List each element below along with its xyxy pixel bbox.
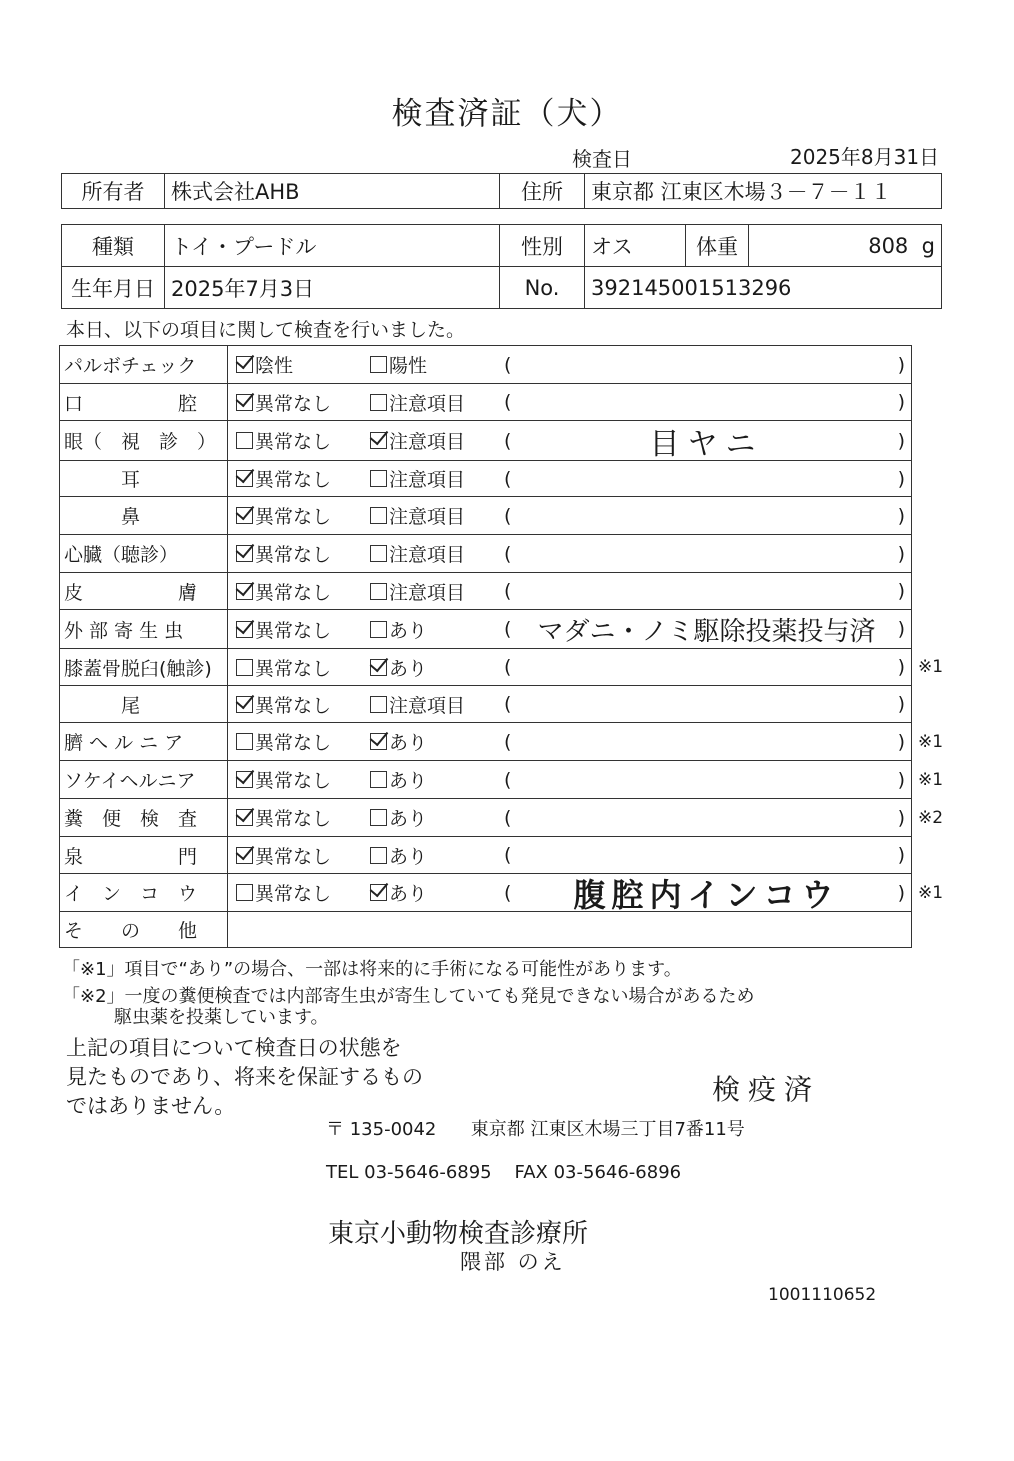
checkbox-option[interactable] — [236, 874, 331, 911]
checkbox-option[interactable] — [236, 535, 331, 572]
no-label: No. — [500, 267, 585, 309]
checkbox-option[interactable] — [370, 799, 427, 836]
checkbox-option[interactable] — [236, 421, 331, 460]
clinic-address: 東京都 江東区木場三丁目7番11号 — [470, 1119, 745, 1140]
inspection-row — [59, 799, 944, 837]
checkbox-label: 異常なし — [255, 732, 332, 754]
document-title: 検査済証（犬） — [391, 96, 623, 132]
checked-box-icon[interactable] — [236, 470, 253, 487]
weight-value: 808 — [868, 233, 909, 258]
disclaimer — [66, 1034, 423, 1121]
note-open-paren: ( — [504, 844, 512, 866]
checkbox-label: 陽性 — [389, 355, 428, 377]
note-open-paren: ( — [504, 391, 512, 413]
checkbox-label: 注意項目 — [389, 392, 466, 415]
empty-box-icon[interactable] — [236, 884, 253, 901]
note-open-paren: ( — [504, 730, 512, 753]
inspection-item-label: イ ン コ ウ — [60, 874, 228, 911]
note-open-paren: ( — [504, 693, 512, 715]
checkbox-option[interactable] — [236, 497, 331, 534]
checkbox-option[interactable] — [370, 346, 427, 383]
checkbox-option[interactable] — [236, 837, 331, 873]
checked-box-icon[interactable] — [370, 659, 387, 676]
checkbox-option[interactable] — [370, 686, 465, 722]
checkbox-label: 注意項目 — [389, 431, 466, 453]
footnote-1: 「※1」項目で“あり”の場合、一部は将来的に手術になる可能性があります。 — [62, 959, 682, 980]
owner-value: 株式会社AHB — [165, 174, 500, 209]
checkbox-option[interactable] — [236, 346, 293, 383]
inspection-row — [59, 874, 944, 914]
inspection-table — [59, 345, 944, 948]
intro-text: 本日、以下の項目に関して検査を行いました。 — [66, 319, 466, 341]
note-close-paren: ) — [897, 353, 905, 376]
checkbox-option[interactable] — [236, 799, 331, 836]
checked-box-icon[interactable] — [236, 696, 253, 713]
footnote-mark: ※1 — [918, 731, 944, 752]
inspection-row — [59, 345, 912, 384]
inspection-note: マダニ・ノミ駆除投薬投与済 — [537, 616, 876, 647]
inspection-row — [59, 686, 912, 723]
checkbox-label: 異常なし — [255, 469, 332, 491]
checkbox-label: 異常なし — [255, 619, 332, 642]
footnote-2: 「※2」一度の糞便検査では内部寄生虫が寄生していても発見できない場合があるため — [62, 986, 755, 1007]
checkbox-label: 注意項目 — [389, 506, 466, 528]
note-close-paren: ) — [897, 656, 905, 678]
checked-box-icon[interactable] — [236, 394, 253, 411]
inspection-row — [59, 761, 944, 799]
note-open-paren: ( — [504, 656, 512, 678]
contact-line — [326, 1162, 681, 1183]
checkbox-option[interactable] — [370, 874, 427, 911]
checkbox-label: あり — [389, 770, 428, 792]
checked-box-icon[interactable] — [370, 884, 387, 901]
sex-value: オス — [585, 225, 686, 267]
checkbox-label: 異常なし — [255, 883, 332, 905]
checkbox-label: あり — [389, 883, 428, 905]
checkbox-label: 異常なし — [255, 845, 332, 868]
checkbox-option[interactable] — [370, 837, 427, 873]
checked-box-icon[interactable] — [236, 583, 253, 600]
footnote-3: 駆虫薬を投薬しています。 — [114, 1007, 329, 1028]
serial-number: 1001110652 — [768, 1285, 877, 1305]
note-open-paren: ( — [504, 467, 512, 490]
quarantine-stamp: 検疫済 — [712, 1073, 821, 1106]
note-close-paren: ) — [897, 844, 905, 866]
sex-label: 性別 — [500, 225, 585, 267]
note-close-paren: ) — [897, 881, 905, 904]
inspection-row — [59, 384, 912, 421]
checkbox-option[interactable] — [370, 723, 427, 760]
note-close-paren: ) — [897, 693, 905, 715]
note-close-paren: ) — [897, 730, 905, 753]
empty-box-icon[interactable] — [370, 394, 387, 411]
owner-label: 所有者 — [62, 174, 165, 209]
checkbox-label: 陰性 — [255, 355, 294, 377]
checkbox-option[interactable] — [236, 384, 331, 420]
inspection-item-label: 皮 膚 — [60, 573, 228, 609]
breed-label: 種類 — [62, 225, 165, 267]
address-value: 東京都 江東区木場３－７－１１ — [585, 174, 942, 209]
clinic-fax: FAX 03-5646-6896 — [514, 1162, 682, 1183]
checkbox-option[interactable] — [236, 461, 331, 496]
footnote-mark: ※1 — [918, 769, 944, 790]
checkbox-option[interactable] — [370, 573, 465, 609]
empty-box-icon[interactable] — [370, 621, 387, 638]
disclaimer-line-1: 上記の項目について検査日の状態を — [66, 1036, 402, 1060]
checked-box-icon[interactable] — [236, 507, 253, 524]
inspection-item-label: 糞 便 検 査 — [60, 799, 228, 836]
checkbox-label: 注意項目 — [389, 469, 466, 491]
empty-box-icon[interactable] — [236, 432, 253, 449]
checked-box-icon[interactable] — [236, 545, 253, 562]
checkbox-option[interactable] — [370, 497, 465, 534]
checkbox-option[interactable] — [236, 649, 331, 685]
empty-box-icon[interactable] — [370, 507, 387, 524]
inspection-item-label: 口 腔 — [60, 384, 228, 420]
empty-box-icon[interactable] — [370, 583, 387, 600]
empty-box-icon[interactable] — [370, 809, 387, 826]
note-open-paren: ( — [504, 542, 512, 565]
checked-box-icon[interactable] — [236, 621, 253, 638]
note-close-paren: ) — [897, 806, 905, 829]
checkbox-option[interactable] — [370, 761, 427, 798]
empty-box-icon[interactable] — [370, 356, 387, 373]
exam-date-label: 検査日 — [572, 147, 632, 171]
checkbox-option[interactable] — [370, 535, 465, 572]
note-close-paren: ) — [897, 429, 905, 452]
checkbox-label: 異常なし — [255, 392, 332, 415]
empty-box-icon[interactable] — [236, 659, 253, 676]
inspection-item-label: 鼻 — [60, 497, 228, 534]
address-label: 住所 — [500, 174, 585, 209]
checked-box-icon[interactable] — [370, 432, 387, 449]
footnote-mark: ※1 — [918, 657, 944, 677]
note-open-paren: ( — [504, 429, 512, 452]
empty-box-icon[interactable] — [370, 847, 387, 864]
checkbox-label: 異常なし — [255, 770, 332, 792]
weight-cell — [749, 225, 942, 267]
checkbox-label: 異常なし — [255, 431, 332, 453]
checkbox-label: 異常なし — [255, 657, 332, 680]
note-open-paren: ( — [504, 580, 512, 602]
checkbox-option[interactable] — [370, 649, 427, 685]
inspection-row — [59, 610, 912, 649]
checked-box-icon[interactable] — [236, 356, 253, 373]
checkbox-label: あり — [389, 845, 428, 868]
checked-box-icon[interactable] — [370, 733, 387, 750]
checked-box-icon[interactable] — [236, 847, 253, 864]
doctor-name: 隈部 のえ — [460, 1250, 566, 1274]
note-close-paren: ) — [897, 391, 905, 413]
no-value: 392145001513296 — [585, 267, 942, 309]
checkbox-option[interactable] — [370, 384, 465, 420]
checkbox-label: あり — [389, 808, 428, 830]
weight-unit: g — [921, 233, 935, 258]
inspection-row — [59, 723, 944, 761]
checkbox-option[interactable] — [236, 761, 331, 798]
animal-table — [61, 224, 942, 309]
postal-code: 〒 135-0042 — [326, 1119, 437, 1140]
footnote-mark: ※1 — [918, 882, 944, 903]
checkbox-label: 異常なし — [255, 581, 332, 604]
note-close-paren: ) — [897, 580, 905, 602]
inspection-item-label: 眼（ 視 診 ） — [60, 421, 228, 460]
note-close-paren: ) — [897, 542, 905, 565]
inspection-row — [59, 421, 912, 461]
inspection-item-label: パルボチェック — [60, 346, 228, 383]
empty-box-icon[interactable] — [370, 470, 387, 487]
disclaimer-line-3: ではありません。 — [66, 1094, 236, 1118]
note-open-paren: ( — [504, 881, 512, 904]
inspection-item-label: 膝蓋骨脱臼(触診) — [60, 649, 228, 685]
inspection-item-label: 泉 門 — [60, 837, 228, 873]
checkbox-label: 異常なし — [255, 808, 332, 830]
checkbox-label: 注意項目 — [389, 694, 466, 717]
inspection-row — [59, 461, 912, 497]
note-close-paren: ) — [897, 768, 905, 791]
weight-label: 体重 — [686, 225, 749, 267]
checkbox-option[interactable] — [236, 723, 331, 760]
checkbox-label: あり — [389, 619, 428, 642]
empty-box-icon[interactable] — [236, 733, 253, 750]
empty-box-icon[interactable] — [370, 696, 387, 713]
checkbox-label: 注意項目 — [389, 544, 466, 566]
inspection-row — [59, 912, 912, 948]
footnote-mark: ※2 — [918, 807, 944, 828]
checkbox-label: 異常なし — [255, 506, 332, 528]
checkbox-option[interactable] — [370, 461, 465, 496]
birth-value: 2025年7月3日 — [165, 267, 500, 309]
clinic-name: 東京小動物検査診療所 — [328, 1219, 589, 1249]
inspection-row — [59, 649, 944, 686]
checked-box-icon[interactable] — [236, 771, 253, 788]
breed-value: トイ・プードル — [165, 225, 500, 267]
checkbox-label: 異常なし — [255, 694, 332, 717]
birth-label: 生年月日 — [62, 267, 165, 309]
inspection-item-label: そ の 他 — [60, 912, 228, 947]
exam-date: 2025年8月31日 — [790, 145, 940, 169]
clinic-tel: TEL 03-5646-6895 — [326, 1162, 492, 1183]
inspection-row — [59, 535, 912, 573]
checkbox-label: 注意項目 — [389, 581, 466, 604]
inspection-note: 腹腔内インコウ — [573, 875, 840, 914]
inspection-item-label: 尾 — [60, 686, 228, 722]
note-close-paren: ) — [897, 504, 905, 527]
inspection-item-label: ソケイヘルニア — [60, 761, 228, 798]
inspection-item-label: 臍 へ ル ニ ア — [60, 723, 228, 760]
note-close-paren: ) — [897, 467, 905, 490]
inspection-row — [59, 497, 912, 535]
note-close-paren: ) — [897, 618, 905, 640]
checkbox-option[interactable] — [370, 610, 427, 648]
note-open-paren: ( — [504, 618, 512, 640]
checkbox-option[interactable] — [236, 686, 331, 722]
inspection-row — [59, 837, 912, 874]
checkbox-label: あり — [389, 732, 428, 754]
checkbox-label: 異常なし — [255, 544, 332, 566]
empty-box-icon[interactable] — [370, 771, 387, 788]
disclaimer-line-2: 見たものであり、将来を保証するもの — [66, 1065, 423, 1089]
checkbox-option[interactable] — [370, 421, 465, 460]
inspection-item-label: 外 部 寄 生 虫 — [60, 610, 228, 648]
empty-box-icon[interactable] — [370, 545, 387, 562]
inspection-item-label: 耳 — [60, 461, 228, 496]
note-open-paren: ( — [504, 504, 512, 527]
note-open-paren: ( — [504, 806, 512, 829]
inspection-row — [59, 573, 912, 610]
checkbox-option[interactable] — [236, 573, 331, 609]
inspection-item-label: 心臓（聴診） — [60, 535, 228, 572]
clinic-address-line — [326, 1115, 745, 1141]
checked-box-icon[interactable] — [236, 809, 253, 826]
note-open-paren: ( — [504, 353, 512, 376]
note-open-paren: ( — [504, 768, 512, 791]
checkbox-label: あり — [389, 657, 428, 680]
checkbox-option[interactable] — [236, 610, 331, 648]
owner-table — [61, 173, 942, 209]
inspection-note: 目ヤニ — [649, 426, 764, 462]
